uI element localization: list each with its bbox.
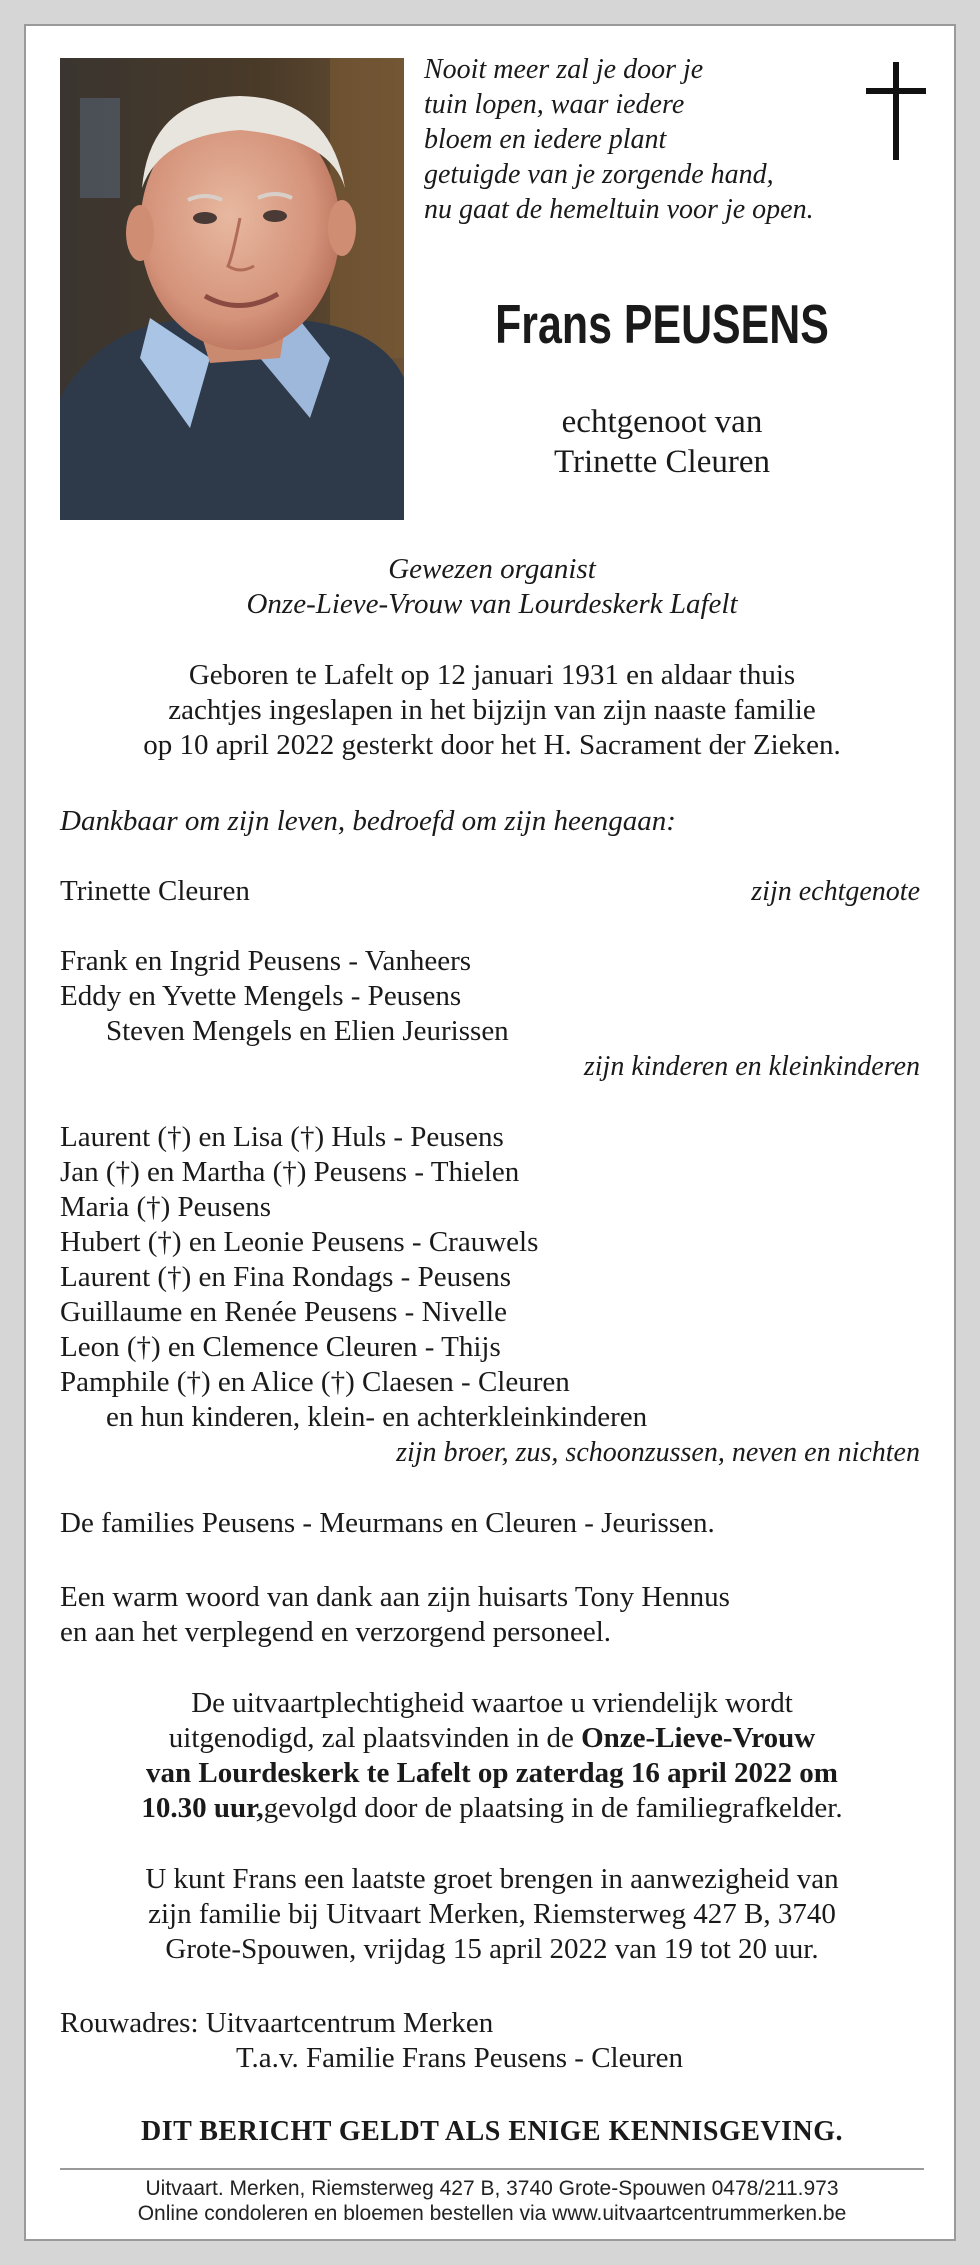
footer-contact: Uitvaart. Merken, Riemsterweg 427 B, 3740 Grote-Spouwen 0478/211.973 <box>145 2177 839 2200</box>
list-item: Hubert (†) en Leonie Peusens - Crauwels <box>60 1226 539 1258</box>
role-line: Gewezen organist <box>388 553 596 585</box>
poem <box>424 52 864 227</box>
siblings-list <box>60 1120 647 1435</box>
ceremony-text: uitgenodigd, zal plaatsvinden in de <box>168 1722 582 1754</box>
footer-website: Online condoleren en bloemen bestellen via www.uitvaartcentrummerken.be <box>137 2202 847 2225</box>
ceremony-time: 10.30 uur, <box>141 1792 264 1824</box>
list-item: Eddy en Yvette Mengels - Peusens <box>60 980 462 1012</box>
deceased-name: Frans PEUSENS <box>495 293 829 355</box>
cross-icon <box>866 62 926 162</box>
poem-line: nu gaat de hemeltuin voor je open. <box>424 194 814 225</box>
mourner-spouse-name: Trinette Cleuren <box>60 875 250 907</box>
poem-line: bloem en iedere plant <box>424 124 667 155</box>
relation-label: echtgenoot van <box>561 404 763 440</box>
poem-line: tuin lopen, waar iedere <box>424 89 685 120</box>
farewell-line: zijn familie bij Uitvaart Merken, Riemsterweg 427 B, 3740 <box>148 1898 836 1930</box>
thanks-block <box>60 1580 730 1650</box>
farewell-line: Grote-Spouwen, vrijdag 15 april 2022 van 19 tot 20 uur. <box>165 1933 819 1965</box>
thanks-line: Een warm woord van dank aan zijn huisarts Tony Hennus <box>60 1581 730 1613</box>
list-item: Maria (†) Peusens <box>60 1191 272 1223</box>
notice-heading: DIT BERICHT GELDT ALS ENIGE KENNISGEVING. <box>140 2116 844 2147</box>
ceremony-line <box>60 1791 924 1826</box>
role-block <box>60 552 924 622</box>
children-role: zijn kinderen en kleinkinderen <box>583 1051 920 1082</box>
obituary-card <box>24 24 956 2241</box>
address-label: Rouwadres: Uitvaartcentrum Merken <box>60 2007 494 2039</box>
bio-line: zachtjes ingeslapen in het bijzijn van zijn naaste familie <box>168 694 816 726</box>
bio-block <box>60 658 924 763</box>
list-item: Frank en Ingrid Peusens - Vanheers <box>60 945 472 977</box>
ceremony-line <box>60 1721 924 1756</box>
siblings-role: zijn broer, zus, schoonzussen, neven en nichten <box>396 1437 920 1468</box>
list-item: Laurent (†) en Fina Rondags - Peusens <box>60 1261 512 1293</box>
mourners-intro: Dankbaar om zijn leven, bedroefd om zijn heengaan: <box>60 805 676 837</box>
address-line: T.a.v. Familie Frans Peusens - Cleuren <box>236 2042 683 2074</box>
portrait-illustration <box>60 58 404 520</box>
footer <box>60 2176 924 2226</box>
ceremony-block <box>60 1686 924 1826</box>
list-item: Guillaume en Renée Peusens - Nivelle <box>60 1296 507 1328</box>
thanks-line: en aan het verplegend en verzorgend personeel. <box>60 1616 612 1648</box>
ceremony-line <box>60 1756 924 1791</box>
role-line: Onze-Lieve-Vrouw van Lourdeskerk Lafelt <box>246 588 738 620</box>
children-list <box>60 944 509 1049</box>
bio-line: Geboren te Lafelt op 12 januari 1931 en aldaar thuis <box>188 659 796 691</box>
spouse-block <box>406 402 918 482</box>
ceremony-date: van Lourdeskerk te Lafelt op zaterdag 16 april 2022 om <box>146 1757 838 1789</box>
list-item: Laurent (†) en Lisa (†) Huls - Peusens <box>60 1121 504 1153</box>
farewell-line: U kunt Frans een laatste groet brengen in aanwezigheid van <box>145 1863 839 1895</box>
ceremony-line: De uitvaartplechtigheid waartoe u vriendelijk wordt <box>191 1687 793 1719</box>
farewell-block <box>60 1862 924 1967</box>
spouse-name: Trinette Cleuren <box>554 444 770 480</box>
mourner-spouse-role: zijn echtgenote <box>751 876 920 907</box>
families-line: De families Peusens - Meurmans en Cleuren - Jeurissen. <box>60 1507 715 1539</box>
list-item: en hun kinderen, klein- en achterkleinkinderen <box>106 1401 648 1433</box>
list-item: Leon (†) en Clemence Cleuren - Thijs <box>60 1331 501 1363</box>
poem-line: getuigde van je zorgende hand, <box>424 159 774 190</box>
list-item: Jan (†) en Martha (†) Peusens - Thielen <box>60 1156 520 1188</box>
bio-line: op 10 april 2022 gesterkt door het H. Sacrament der Zieken. <box>143 729 841 761</box>
poem-line: Nooit meer zal je door je <box>424 54 704 85</box>
ceremony-church: Onze-Lieve-Vrouw <box>581 1722 816 1754</box>
list-item: Pamphile (†) en Alice (†) Claesen - Cleuren <box>60 1366 570 1398</box>
footer-divider <box>60 2168 924 2170</box>
portrait-photo <box>60 58 404 520</box>
list-item: Steven Mengels en Elien Jeurissen <box>106 1015 509 1047</box>
ceremony-text: gevolgd door de plaatsing in de familiegrafkelder. <box>263 1792 843 1824</box>
